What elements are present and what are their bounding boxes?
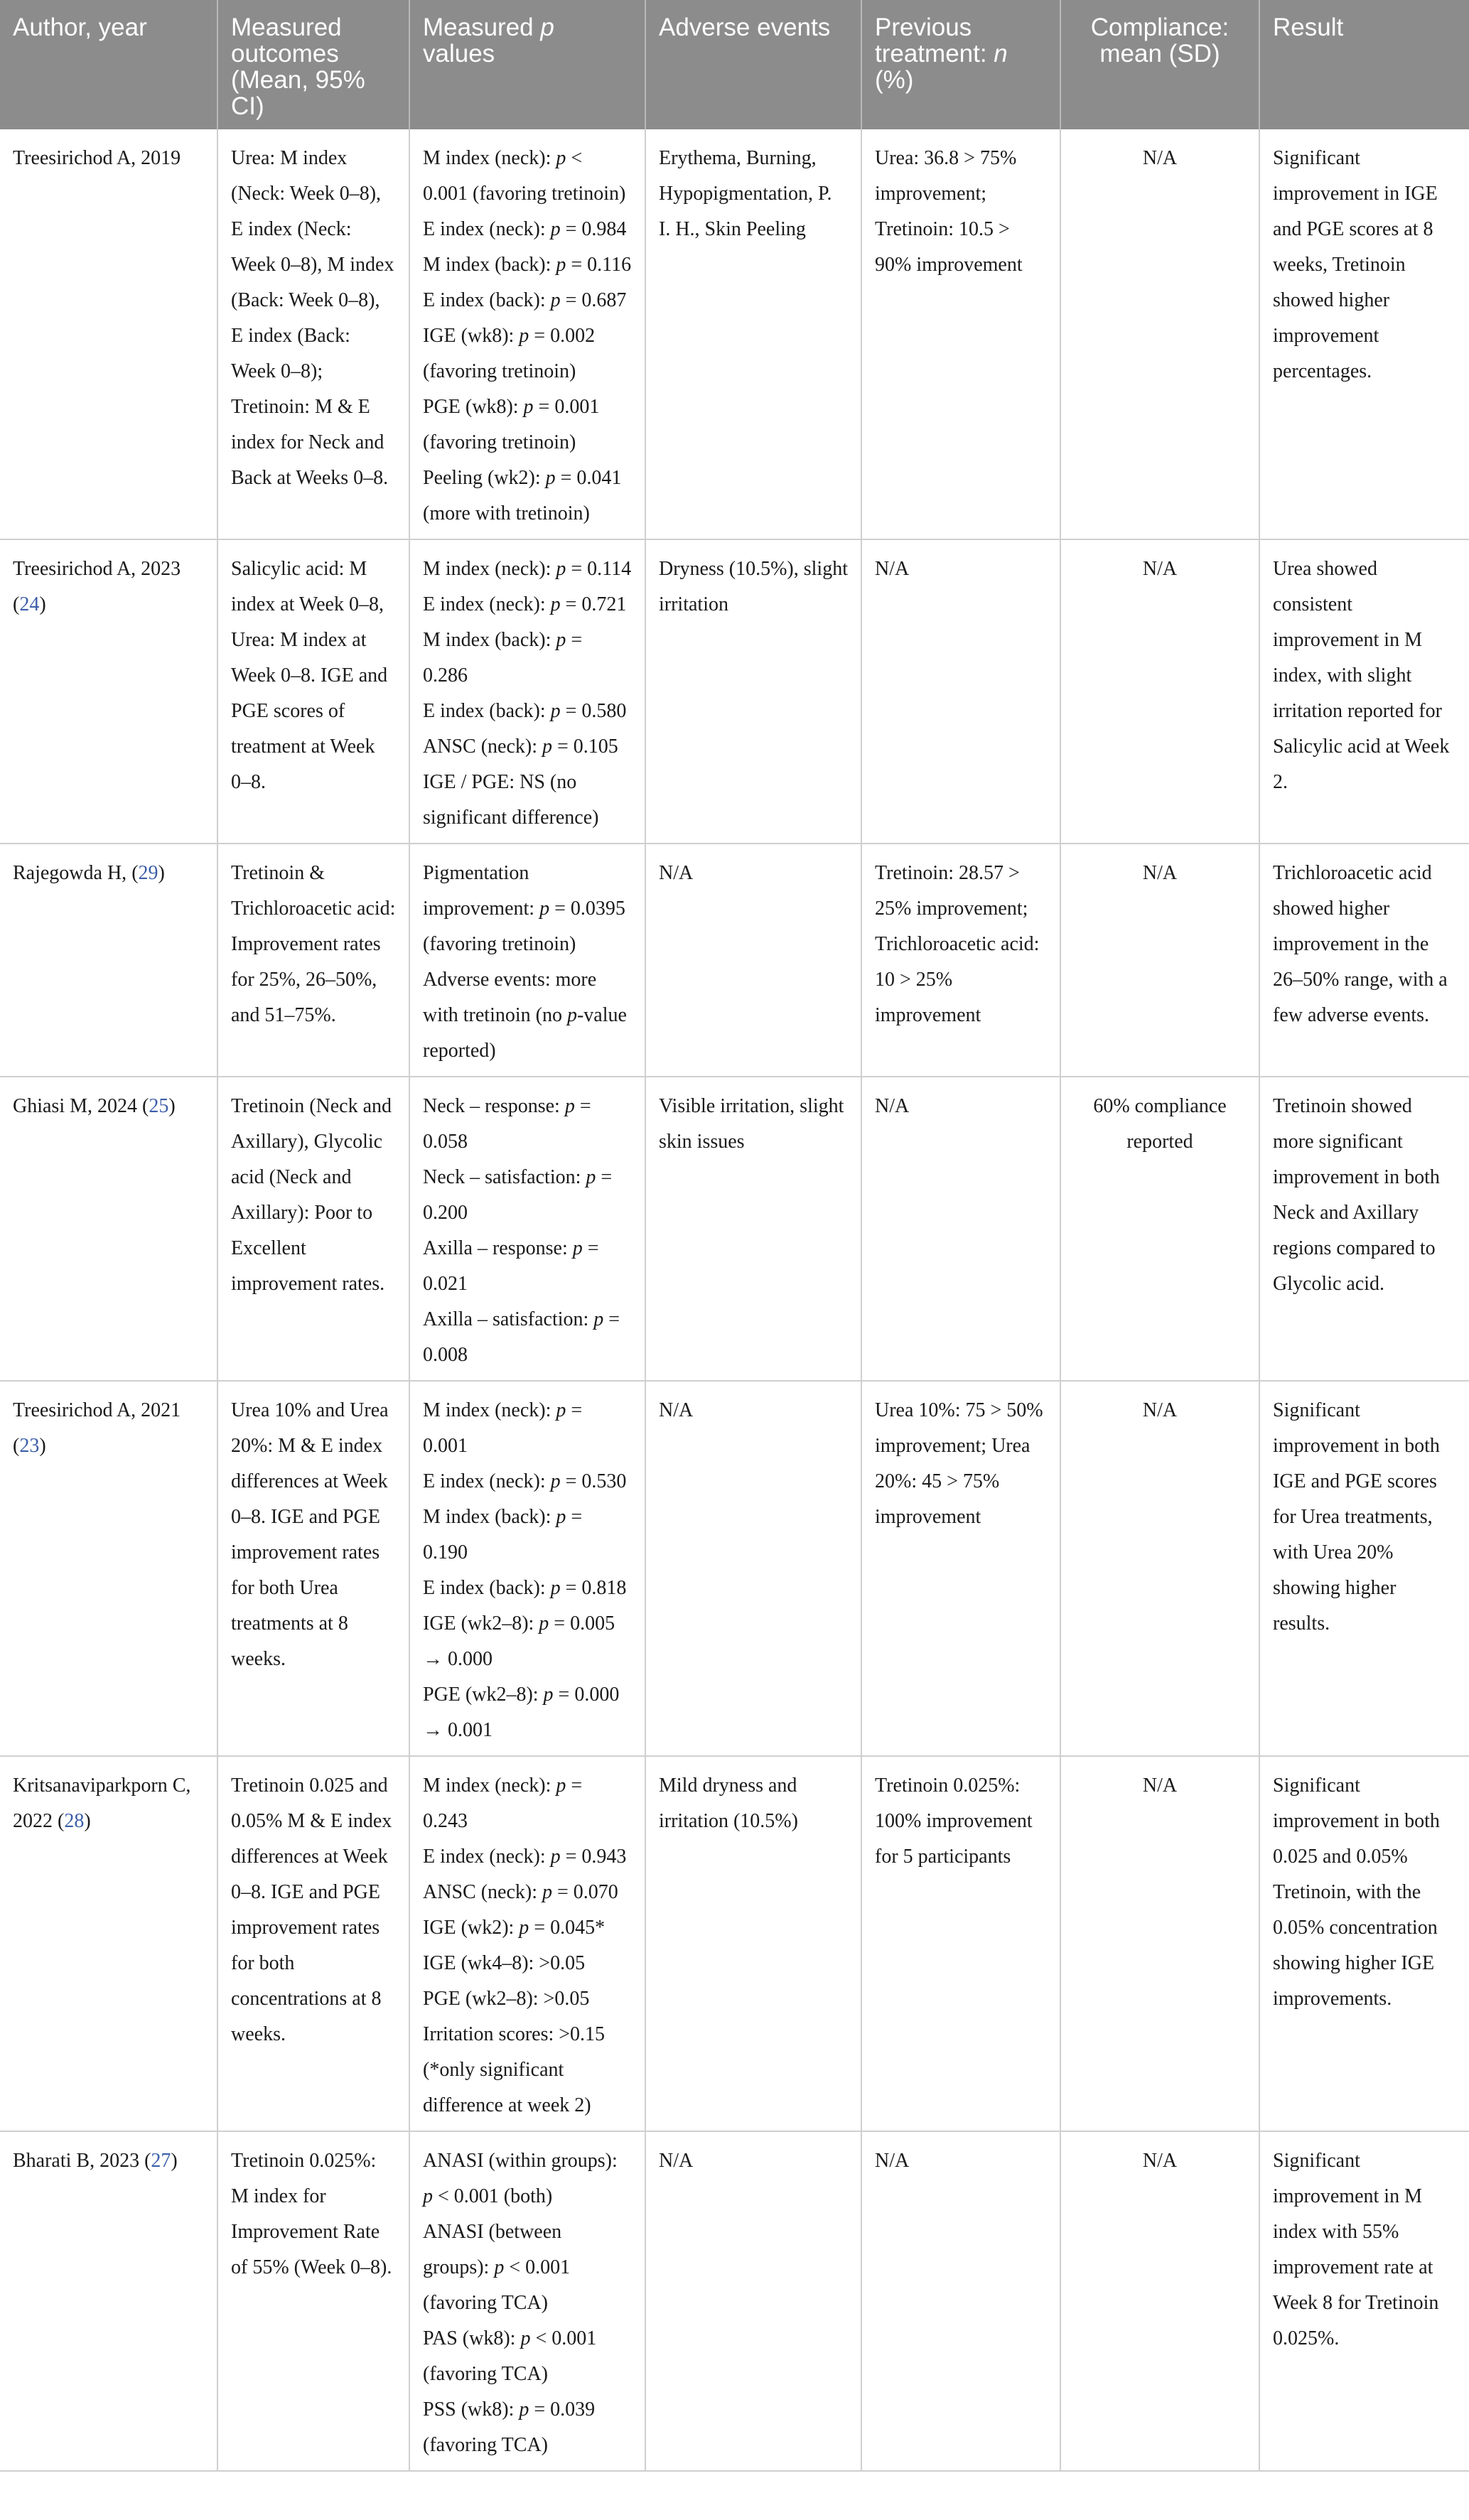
header-row bbox=[0, 0, 1469, 129]
result-cell: Significant improvement in both 0.025 and 0.05% Tretinoin, with the 0.05% concentration showing higher IGE improvements. bbox=[1259, 1756, 1469, 2131]
pvalue-line: M index (neck): p = 0.114 bbox=[423, 558, 632, 580]
author-text: Ghiasi M, 2024 bbox=[13, 1095, 137, 1117]
pvalues-cell bbox=[409, 539, 645, 844]
author-text: Treesirichod A, 2019 bbox=[13, 147, 181, 169]
outcomes-cell: Tretinoin 0.025 and 0.05% M & E index differences at Week 0–8. IGE and PGE improvement rates for both concentrations at 8 weeks. bbox=[217, 1756, 409, 2131]
pvalues-cell bbox=[409, 1756, 645, 2131]
pvalue-line: M index (neck): p < 0.001 (favoring tretinoin) bbox=[423, 147, 626, 205]
pvalue-line: E index (back): p = 0.687 bbox=[423, 289, 627, 311]
pvalue-line: M index (back): p = 0.116 bbox=[423, 254, 632, 276]
author-cell: Rajegowda H, (29) bbox=[0, 844, 217, 1077]
pvalue-line: M index (back): p = 0.190 bbox=[423, 1506, 583, 1563]
table-row bbox=[0, 129, 1469, 539]
author-text: Kritsanaviparkporn C, 2022 bbox=[13, 1775, 191, 1832]
reference-link[interactable]: 25 bbox=[149, 1095, 169, 1117]
author-text: Treesirichod A, 2021 bbox=[13, 1399, 181, 1421]
header-pvalues: Measured p values bbox=[409, 0, 645, 129]
adverse-events-cell: N/A bbox=[645, 1381, 861, 1756]
pvalue-line: M index (neck): p = 0.243 bbox=[423, 1775, 583, 1832]
pvalue-line: M index (back): p = 0.286 bbox=[423, 629, 583, 686]
previous-treatment-cell: N/A bbox=[861, 539, 1060, 844]
result-cell: Urea showed consistent improvement in M index, with slight irritation reported for Salicylic acid at Week 2. bbox=[1259, 539, 1469, 844]
previous-treatment-cell: Tretinoin: 28.57 > 25% improvement; Trichloroacetic acid: 10 > 25% improvement bbox=[861, 844, 1060, 1077]
author-cell: Kritsanaviparkporn C, 2022 (28) bbox=[0, 1756, 217, 2131]
result-cell: Significant improvement in M index with 55% improvement rate at Week 8 for Tretinoin 0.025%. bbox=[1259, 2131, 1469, 2471]
adverse-events-cell: Mild dryness and irritation (10.5%) bbox=[645, 1756, 861, 2131]
pvalue-line: E index (neck): p = 0.530 bbox=[423, 1470, 627, 1492]
author-text: Bharati B, 2023 bbox=[13, 2150, 140, 2172]
table-row bbox=[0, 1756, 1469, 2131]
pvalue-line: IGE / PGE: NS (no significant difference) bbox=[423, 771, 599, 829]
header-author: Author, year bbox=[0, 0, 217, 129]
pvalue-line: E index (neck): p = 0.984 bbox=[423, 218, 627, 240]
author-cell: Treesirichod A, 2023 (24) bbox=[0, 539, 217, 844]
header-result: Result bbox=[1259, 0, 1469, 129]
compliance-cell: N/A bbox=[1060, 539, 1259, 844]
result-cell: Trichloroacetic acid showed higher improvement in the 26–50% range, with a few adverse events. bbox=[1259, 844, 1469, 1077]
pvalue-line: M index (neck): p = 0.001 bbox=[423, 1399, 583, 1457]
header-previous-treatment: Previous treatment: n (%) bbox=[861, 0, 1060, 129]
pvalues-cell bbox=[409, 1381, 645, 1756]
pvalues-cell bbox=[409, 844, 645, 1077]
previous-treatment-cell: N/A bbox=[861, 2131, 1060, 2471]
author-cell: Treesirichod A, 2021 (23) bbox=[0, 1381, 217, 1756]
previous-treatment-cell: N/A bbox=[861, 1077, 1060, 1381]
header-outcomes: Measured outcomes (Mean, 95% CI) bbox=[217, 0, 409, 129]
result-cell: Tretinoin showed more significant improvement in both Neck and Axillary regions compared to Glycolic acid. bbox=[1259, 1077, 1469, 1381]
pvalue-line: Axilla – satisfaction: p = 0.008 bbox=[423, 1308, 620, 1366]
table-row bbox=[0, 2131, 1469, 2471]
reference-link[interactable]: 23 bbox=[19, 1435, 40, 1457]
pvalues-cell bbox=[409, 2131, 645, 2471]
outcomes-cell: Urea 10% and Urea 20%: M & E index differences at Week 0–8. IGE and PGE improvement rates for both Urea treatments at 8 weeks. bbox=[217, 1381, 409, 1756]
adverse-events-cell: N/A bbox=[645, 844, 861, 1077]
pvalue-line: Neck – satisfaction: p = 0.200 bbox=[423, 1166, 613, 1224]
pvalue-line: Axilla – response: p = 0.021 bbox=[423, 1237, 599, 1295]
outcomes-cell: Urea: M index (Neck: Week 0–8), E index (Neck: Week 0–8), M index (Back: Week 0–8), E index (Back: Week 0–8); Tretinoin: M & E index for Neck and Back at Weeks 0–8. bbox=[217, 129, 409, 539]
outcomes-cell: Salicylic acid: M index at Week 0–8, Urea: M index at Week 0–8. IGE and PGE scores of treatment at Week 0–8. bbox=[217, 539, 409, 844]
reference-link[interactable]: 28 bbox=[64, 1810, 85, 1832]
reference-link[interactable]: 29 bbox=[138, 862, 158, 884]
pvalue-line: IGE (wk4–8): >0.05 bbox=[423, 1952, 586, 1974]
compliance-cell: N/A bbox=[1060, 1381, 1259, 1756]
pvalue-line: ANSC (neck): p = 0.105 bbox=[423, 736, 618, 758]
pvalue-line: Irritation scores: >0.15 (*only significant difference at week 2) bbox=[423, 2023, 606, 2116]
pvalue-line: E index (back): p = 0.580 bbox=[423, 700, 627, 722]
compliance-cell: N/A bbox=[1060, 1756, 1259, 2131]
compliance-cell: N/A bbox=[1060, 844, 1259, 1077]
pvalue-line: PSS (wk8): p = 0.039 (favoring TCA) bbox=[423, 2398, 596, 2456]
table-row bbox=[0, 539, 1469, 844]
compliance-cell: N/A bbox=[1060, 2131, 1259, 2471]
adverse-events-cell: Dryness (10.5%), slight irritation bbox=[645, 539, 861, 844]
adverse-events-cell: Visible irritation, slight skin issues bbox=[645, 1077, 861, 1381]
pvalue-line: ANASI (within groups): p < 0.001 (both) bbox=[423, 2150, 618, 2207]
result-cell: Significant improvement in both IGE and PGE scores for Urea treatments, with Urea 20% showing higher results. bbox=[1259, 1381, 1469, 1756]
pvalue-line: Neck – response: p = 0.058 bbox=[423, 1095, 591, 1153]
pvalue-line: PAS (wk8): p < 0.001 (favoring TCA) bbox=[423, 2327, 597, 2385]
pvalue-line: E index (neck): p = 0.721 bbox=[423, 593, 627, 615]
pvalue-line: IGE (wk2–8): p = 0.005 → 0.000 bbox=[423, 1612, 615, 1670]
compliance-cell: 60% compliance reported bbox=[1060, 1077, 1259, 1381]
pvalue-line: E index (back): p = 0.818 bbox=[423, 1577, 627, 1599]
pvalue-line: PGE (wk8): p = 0.001 (favoring tretinoin) bbox=[423, 396, 600, 453]
pvalues-cell bbox=[409, 129, 645, 539]
author-cell: Ghiasi M, 2024 (25) bbox=[0, 1077, 217, 1381]
pvalue-line: PGE (wk2–8): >0.05 bbox=[423, 1988, 590, 2010]
pvalue-line: Adverse events: more with tretinoin (no p-value reported) bbox=[423, 969, 627, 1062]
previous-treatment-cell: Urea: 36.8 > 75% improvement; Tretinoin: 10.5 > 90% improvement bbox=[861, 129, 1060, 539]
reference-link[interactable]: 27 bbox=[151, 2150, 171, 2172]
pvalue-line: ANASI (between groups): p < 0.001 (favoring TCA) bbox=[423, 2221, 571, 2314]
pvalue-line: Peeling (wk2): p = 0.041 (more with tretinoin) bbox=[423, 467, 622, 524]
compliance-cell: N/A bbox=[1060, 129, 1259, 539]
previous-treatment-cell: Tretinoin 0.025%: 100% improvement for 5 participants bbox=[861, 1756, 1060, 2131]
adverse-events-cell: N/A bbox=[645, 2131, 861, 2471]
reference-link[interactable]: 24 bbox=[19, 593, 40, 615]
author-cell bbox=[0, 129, 217, 539]
header-adverse-events: Adverse events bbox=[645, 0, 861, 129]
author-text: Rajegowda H, bbox=[13, 862, 127, 884]
outcomes-cell: Tretinoin (Neck and Axillary), Glycolic acid (Neck and Axillary): Poor to Excellent improvement rates. bbox=[217, 1077, 409, 1381]
pvalue-line: Pigmentation improvement: p = 0.0395 (favoring tretinoin) bbox=[423, 862, 625, 955]
header-compliance: Compliance: mean (SD) bbox=[1060, 0, 1259, 129]
pvalue-line: E index (neck): p = 0.943 bbox=[423, 1846, 627, 1868]
pvalue-line: PGE (wk2–8): p = 0.000 → 0.001 bbox=[423, 1684, 620, 1741]
pvalues-cell bbox=[409, 1077, 645, 1381]
pvalue-line: IGE (wk2): p = 0.045* bbox=[423, 1917, 606, 1939]
previous-treatment-cell: Urea 10%: 75 > 50% improvement; Urea 20%: 45 > 75% improvement bbox=[861, 1381, 1060, 1756]
outcomes-cell: Tretinoin 0.025%: M index for Improvement Rate of 55% (Week 0–8). bbox=[217, 2131, 409, 2471]
result-cell: Significant improvement in IGE and PGE scores at 8 weeks, Tretinoin showed higher improvement percentages. bbox=[1259, 129, 1469, 539]
outcomes-cell: Tretinoin & Trichloroacetic acid: Improvement rates for 25%, 26–50%, and 51–75%. bbox=[217, 844, 409, 1077]
author-text: Treesirichod A, 2023 bbox=[13, 558, 181, 580]
table-row bbox=[0, 1077, 1469, 1381]
adverse-events-cell: Erythema, Burning, Hypopigmentation, P. I. H., Skin Peeling bbox=[645, 129, 861, 539]
author-cell: Bharati B, 2023 (27) bbox=[0, 2131, 217, 2471]
table-row bbox=[0, 844, 1469, 1077]
pvalue-line: ANSC (neck): p = 0.070 bbox=[423, 1881, 618, 1903]
table-row bbox=[0, 1381, 1469, 1756]
pvalue-line: IGE (wk8): p = 0.002 (favoring tretinoin) bbox=[423, 325, 596, 382]
